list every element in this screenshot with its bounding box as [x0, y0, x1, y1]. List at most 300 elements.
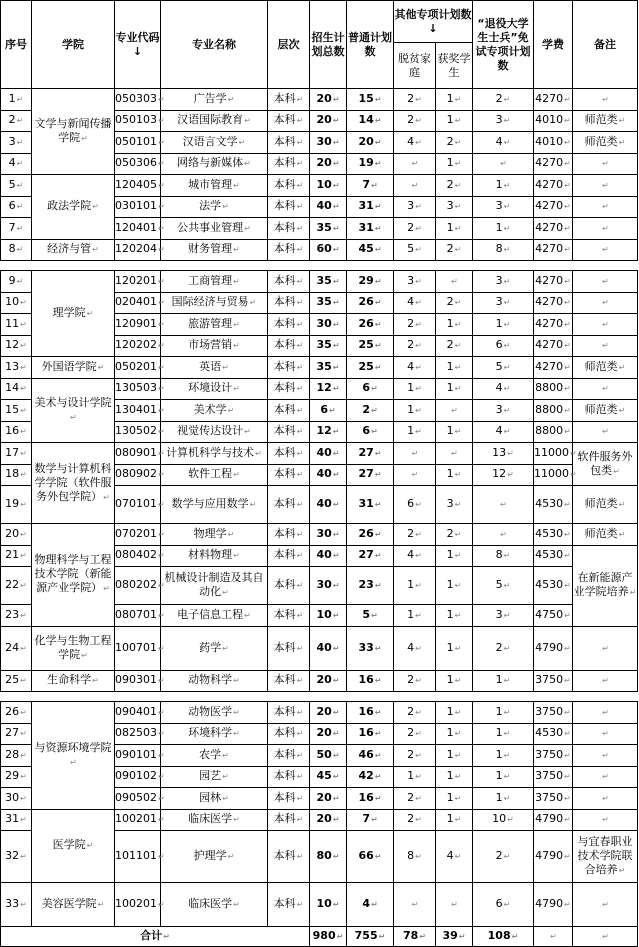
major-code: 101101↵ [115, 831, 161, 883]
major-name-text: 动物科学 [188, 673, 233, 687]
fee: 4790↵ [534, 809, 573, 831]
plan-poor-text: 4 [407, 640, 415, 654]
fee-text: 4270 [535, 359, 564, 373]
plan-poor: 1↵ [394, 378, 436, 400]
level-text: 本科 [273, 704, 296, 718]
plan-total-text: 12 [316, 424, 332, 438]
plan-award-text: 1 [446, 769, 454, 783]
level-text: 本科 [273, 769, 296, 783]
row-seq-text: 19 [5, 497, 20, 510]
plan-veteran-text: 10 [492, 812, 507, 826]
level: 本科↵ [268, 567, 310, 605]
major-code-text: 020401 [115, 295, 157, 309]
total-t-text: 980 [312, 929, 336, 942]
level-text: 本科 [273, 359, 296, 373]
plan-poor-text: 4 [407, 548, 415, 562]
plan-general: 2↵ [347, 400, 394, 422]
major-name: 机械设计制造及其自动化↵ [161, 567, 268, 605]
level: 本科↵ [268, 314, 310, 336]
total-label: 合计↵ [1, 927, 310, 947]
plan-total: 30↵ [310, 567, 347, 605]
row-seq-text: 7 [8, 220, 16, 234]
plan-total-text: 30 [316, 134, 332, 148]
total-g: 755↵ [347, 927, 394, 947]
level-text: 本科 [273, 526, 296, 540]
plan-general-text: 2 [362, 402, 370, 416]
major-code-text: 120405 [115, 177, 157, 191]
major-name: 动物医学↵ [161, 702, 268, 724]
major-name: 美术学↵ [161, 400, 268, 422]
header-seq: 序号 [1, 1, 32, 89]
college-name: 政法学院↵ [32, 175, 115, 240]
plan-veteran-text: 6 [495, 338, 503, 352]
level: 本科↵ [268, 132, 310, 154]
level: 本科↵ [268, 271, 310, 293]
level: 本科↵ [268, 443, 310, 465]
plan-veteran-text: 1 [495, 220, 503, 234]
level-text: 本科 [273, 113, 296, 127]
row-seq: 12↵ [1, 335, 32, 357]
plan-poor: 2↵ [394, 702, 436, 724]
level-text: 本科 [273, 242, 296, 256]
row-seq-text: 26 [5, 704, 20, 718]
level-text: 本科 [273, 673, 296, 687]
fee-text: 4270 [535, 91, 564, 105]
plan-total: 20↵ [310, 723, 347, 745]
plan-general-text: 31 [358, 220, 374, 234]
plan-veteran: 3↵ [473, 271, 534, 293]
plan-veteran-text: 4 [495, 424, 503, 438]
major-name-text: 计算机科学与技术 [166, 445, 255, 459]
plan-total: 40↵ [310, 545, 347, 567]
note: 在新能源产业学院培养↵ [573, 545, 638, 626]
college-name-text: 文学与新闻传播学院 [34, 117, 112, 144]
college-name: 经济与管↵ [32, 239, 115, 261]
header-poor: 脱贫家庭 [394, 43, 436, 89]
major-name: 英语↵ [161, 357, 268, 379]
level-text: 本科 [273, 467, 296, 481]
level-text: 本科 [273, 199, 296, 213]
row-seq: 9↵ [1, 271, 32, 293]
fee-text: 4530 [535, 526, 564, 540]
plan-award: 1↵ [436, 378, 473, 400]
fee: 3750↵ [534, 745, 573, 767]
level: 本科↵ [268, 545, 310, 567]
plan-total-text: 20 [316, 726, 332, 740]
fee-text: 4270 [535, 242, 564, 256]
fee-text: 4270 [535, 338, 564, 352]
row-seq-text: 27 [5, 726, 20, 740]
major-code: 130503↵ [115, 378, 161, 400]
level: 本科↵ [268, 486, 310, 524]
fee: 8800↵ [534, 400, 573, 422]
level: 本科↵ [268, 788, 310, 810]
major-name-text: 广告学 [193, 91, 227, 105]
plan-general: 31↵ [347, 218, 394, 240]
college-name: 理学院↵ [32, 271, 115, 357]
major-name: 工商管理↵ [161, 271, 268, 293]
table-row [1, 175, 638, 197]
plan-poor-text: 2 [407, 316, 415, 330]
plan-general-text: 26 [358, 295, 374, 309]
plan-poor-text: 2 [407, 526, 415, 540]
plan-total-text: 35 [316, 338, 332, 352]
level: 本科↵ [268, 745, 310, 767]
header-code: 专业代码↓ [115, 1, 161, 89]
plan-award: 1↵ [436, 218, 473, 240]
plan-poor: 2↵ [394, 110, 436, 132]
plan-total: 30↵ [310, 314, 347, 336]
major-code-text: 130503 [115, 381, 157, 395]
table-row [1, 443, 638, 465]
plan-poor-text: 3 [407, 273, 415, 287]
plan-general-text: 19 [358, 156, 374, 170]
college-name: 美容医学院↵ [32, 883, 115, 927]
plan-veteran-text: 3 [495, 295, 503, 309]
major-code: 080901↵ [115, 443, 161, 465]
level-text: 本科 [273, 177, 296, 191]
major-name-text: 动物医学 [188, 704, 233, 718]
plan-veteran-text: 3 [495, 402, 503, 416]
plan-total: 50↵ [310, 745, 347, 767]
major-code: 090101↵ [115, 745, 161, 767]
plan-total: 6↵ [310, 400, 347, 422]
major-name-text: 视觉传达设计 [177, 424, 244, 438]
plan-veteran-text: 4 [495, 381, 503, 395]
row-seq: 6↵ [1, 196, 32, 218]
college-name-text: 美容医学院 [41, 897, 97, 910]
level: 本科↵ [268, 809, 310, 831]
level: 本科↵ [268, 702, 310, 724]
note: ↵ [573, 745, 638, 767]
plan-veteran: 12↵ [473, 464, 534, 486]
header-award: 获奖学生 [436, 43, 473, 89]
row-seq: 5↵ [1, 175, 32, 197]
fee-text: 3750 [535, 790, 564, 804]
plan-award: ↵ [436, 271, 473, 293]
plan-veteran: 10↵ [473, 809, 534, 831]
plan-general: 27↵ [347, 443, 394, 465]
plan-award: 1↵ [436, 545, 473, 567]
major-name-text: 药学 [199, 640, 222, 654]
note: ↵ [573, 670, 638, 692]
plan-award: 2↵ [436, 239, 473, 261]
major-name-text: 工商管理 [188, 273, 233, 287]
major-name: 物理学↵ [161, 524, 268, 546]
row-seq: 26↵ [1, 702, 32, 724]
plan-award-text: 1 [446, 316, 454, 330]
plan-poor: 2↵ [394, 314, 436, 336]
plan-general: 20↵ [347, 132, 394, 154]
note-text: 与宜春职业技术学院联合培养 [577, 835, 633, 876]
plan-total: 20↵ [310, 153, 347, 175]
major-name: 广告学↵ [161, 89, 268, 111]
major-code: 070201↵ [115, 524, 161, 546]
row-seq: 10↵ [1, 292, 32, 314]
level-text: 本科 [273, 134, 296, 148]
major-code: 090301↵ [115, 670, 161, 692]
plan-award-text: 2 [446, 242, 454, 256]
note: 师范类↵ [573, 132, 638, 154]
major-name-text: 法学 [199, 199, 222, 213]
major-name-text: 农学 [199, 747, 222, 761]
plan-total-text: 80 [316, 849, 332, 862]
row-seq: 8↵ [1, 239, 32, 261]
plan-veteran: 4↵ [473, 421, 534, 443]
plan-award-text: 3 [446, 199, 454, 213]
plan-award: 1↵ [436, 464, 473, 486]
plan-total-text: 50 [316, 747, 332, 761]
row-seq-text: 15 [5, 402, 20, 416]
plan-award: 1↵ [436, 421, 473, 443]
level-text: 本科 [273, 156, 296, 170]
major-name: 计算机科学与技术↵ [161, 443, 268, 465]
level: 本科↵ [268, 464, 310, 486]
plan-total-text: 10 [316, 897, 332, 910]
plan-total-text: 40 [316, 548, 332, 562]
major-name: 数学与应用数学↵ [161, 486, 268, 524]
level-text: 本科 [273, 424, 296, 438]
note: 师范类↵ [573, 486, 638, 524]
plan-general-text: 66 [358, 849, 374, 862]
major-name-text: 护理学 [193, 849, 227, 862]
plan-veteran-text: 2 [495, 640, 503, 654]
level: 本科↵ [268, 400, 310, 422]
major-code-text: 050201 [115, 359, 157, 373]
row-seq: 7↵ [1, 218, 32, 240]
row-seq: 23↵ [1, 605, 32, 627]
plan-general: 31↵ [347, 486, 394, 524]
fee: 4270↵ [534, 153, 573, 175]
level-text: 本科 [273, 640, 296, 654]
plan-veteran: 2↵ [473, 89, 534, 111]
plan-award: ↵ [436, 883, 473, 927]
header-special: 其他专项计划数↓ [394, 1, 473, 43]
major-code-text: 090401 [115, 704, 157, 718]
note: ↵ [573, 883, 638, 927]
table-row [1, 702, 638, 724]
plan-veteran: 3↵ [473, 605, 534, 627]
plan-poor: 1↵ [394, 400, 436, 422]
plan-veteran: 3↵ [473, 292, 534, 314]
level: 本科↵ [268, 723, 310, 745]
plan-poor-text: 1 [407, 769, 415, 783]
plan-award-text: 1 [446, 607, 454, 621]
plan-award-text: 1 [446, 704, 454, 718]
college-name-text: 医学院 [52, 838, 86, 852]
major-name: 农学↵ [161, 745, 268, 767]
major-name-text: 环境设计 [188, 381, 233, 395]
plan-general-text: 4 [362, 897, 370, 910]
fee-text: 4750 [535, 607, 564, 621]
plan-veteran-text: 3 [495, 113, 503, 127]
row-seq-text: 16 [5, 424, 20, 438]
plan-total: 20↵ [310, 670, 347, 692]
plan-poor: ↵ [394, 443, 436, 465]
plan-total: 10↵ [310, 883, 347, 927]
row-seq-text: 32 [5, 849, 20, 862]
plan-poor: 5↵ [394, 239, 436, 261]
plan-total-text: 20 [316, 704, 332, 718]
plan-total-text: 40 [316, 445, 332, 459]
fee-text: 4530 [535, 548, 564, 562]
note: ↵ [573, 626, 638, 670]
level: 本科↵ [268, 218, 310, 240]
row-seq: 16↵ [1, 421, 32, 443]
plan-general: 14↵ [347, 110, 394, 132]
row-seq: 15↵ [1, 400, 32, 422]
plan-poor: 6↵ [394, 486, 436, 524]
level-text: 本科 [273, 381, 296, 395]
college-name-text: 美术与设计学院 [34, 395, 112, 409]
plan-total: 20↵ [310, 809, 347, 831]
row-seq-text: 30 [5, 790, 20, 804]
plan-veteran-text: 1 [495, 747, 503, 761]
table-row [1, 626, 638, 670]
plan-total: 12↵ [310, 421, 347, 443]
row-seq-text: 21 [5, 548, 20, 562]
fee: 4270↵ [534, 335, 573, 357]
row-seq-text: 33 [5, 897, 20, 910]
plan-general: 15↵ [347, 89, 394, 111]
major-code-text: 050103 [115, 113, 157, 127]
major-code: 050306↵ [115, 153, 161, 175]
total-a: 39↵ [436, 927, 473, 947]
fee-text: 11000 [534, 445, 569, 459]
row-seq: 32↵ [1, 831, 32, 883]
table-row [1, 271, 638, 293]
plan-total-text: 40 [316, 497, 332, 510]
plan-veteran-text: 12 [492, 467, 507, 481]
major-code: 120405↵ [115, 175, 161, 197]
row-seq: 20↵ [1, 524, 32, 546]
plan-veteran-text: 2 [495, 91, 503, 105]
plan-total-text: 40 [316, 199, 332, 213]
plan-general-text: 29 [358, 273, 374, 287]
level: 本科↵ [268, 378, 310, 400]
fee: 4790↵ [534, 831, 573, 883]
level: 本科↵ [268, 239, 310, 261]
level-text: 本科 [273, 747, 296, 761]
note-text: 在新能源产业学院培养 [573, 571, 633, 598]
level-text: 本科 [273, 812, 296, 826]
plan-award: 1↵ [436, 723, 473, 745]
plan-total-text: 20 [316, 812, 332, 826]
plan-poor-text: 2 [407, 747, 415, 761]
fee-text: 4530 [535, 578, 564, 591]
plan-general: 16↵ [347, 723, 394, 745]
plan-general: 42↵ [347, 766, 394, 788]
plan-award-text: 1 [446, 640, 454, 654]
plan-award: 1↵ [436, 605, 473, 627]
plan-poor-text: 2 [407, 812, 415, 826]
fee: 4790↵ [534, 883, 573, 927]
major-name-text: 物理学 [193, 526, 227, 540]
plan-poor: ↵ [394, 883, 436, 927]
plan-veteran-text: 1 [495, 316, 503, 330]
major-code-text: 100201 [115, 897, 157, 910]
plan-total-text: 35 [316, 295, 332, 309]
table-row [1, 883, 638, 927]
total-g-text: 755 [354, 929, 378, 942]
major-name-text: 英语 [199, 359, 222, 373]
plan-poor-text: 2 [407, 726, 415, 740]
total-row [1, 927, 638, 947]
table-row [1, 524, 638, 546]
level: 本科↵ [268, 766, 310, 788]
major-code: 050103↵ [115, 110, 161, 132]
fee-text: 4790 [535, 897, 564, 910]
plan-total-text: 30 [316, 316, 332, 330]
level: 本科↵ [268, 626, 310, 670]
plan-award-text: 4 [446, 849, 454, 862]
table-row [1, 239, 638, 261]
note: ↵ [573, 723, 638, 745]
plan-general: 26↵ [347, 524, 394, 546]
fee-text: 3750 [535, 747, 564, 761]
college-name: 数学与计算机科学学院（软件服务外包学院）↵ [32, 443, 115, 524]
major-code: 120401↵ [115, 218, 161, 240]
major-name-text: 美术学 [193, 402, 227, 416]
plan-general: 31↵ [347, 196, 394, 218]
header-fee: 学费 [534, 1, 573, 89]
plan-veteran: 8↵ [473, 545, 534, 567]
header-level: 层次 [268, 1, 310, 89]
plan-poor: 8↵ [394, 831, 436, 883]
major-code-text: 090101 [115, 747, 157, 761]
plan-total: 20↵ [310, 788, 347, 810]
plan-total: 12↵ [310, 378, 347, 400]
plan-veteran: 1↵ [473, 314, 534, 336]
major-name: 临床医学↵ [161, 809, 268, 831]
plan-award: 1↵ [436, 89, 473, 111]
major-name: 材料物理↵ [161, 545, 268, 567]
note: ↵ [573, 196, 638, 218]
plan-poor: 2↵ [394, 745, 436, 767]
plan-total: 10↵ [310, 605, 347, 627]
major-code-text: 030101 [115, 199, 157, 213]
plan-poor: ↵ [394, 464, 436, 486]
note-text: 师范类 [584, 526, 618, 540]
plan-general: 46↵ [347, 745, 394, 767]
note: ↵ [573, 809, 638, 831]
major-code: 090502↵ [115, 788, 161, 810]
plan-veteran-text: 6 [495, 897, 503, 910]
plan-veteran: 3↵ [473, 400, 534, 422]
plan-poor: 1↵ [394, 766, 436, 788]
plan-award: 1↵ [436, 567, 473, 605]
plan-general: 4↵ [347, 883, 394, 927]
major-name-text: 旅游管理 [188, 316, 233, 330]
note-text: 软件服务外包类 [577, 449, 633, 477]
major-name: 旅游管理↵ [161, 314, 268, 336]
major-name-text: 电子信息工程 [177, 607, 244, 621]
plan-poor: 3↵ [394, 196, 436, 218]
plan-veteran: 6↵ [473, 883, 534, 927]
major-name-text: 数学与应用数学 [171, 497, 249, 510]
major-code-text: 120901 [115, 316, 157, 330]
plan-award-text: 1 [446, 91, 454, 105]
note: ↵ [573, 271, 638, 293]
plan-total: 35↵ [310, 218, 347, 240]
major-name-text: 市场营销 [188, 338, 233, 352]
level: 本科↵ [268, 175, 310, 197]
plan-poor: 2↵ [394, 89, 436, 111]
note: ↵ [573, 335, 638, 357]
plan-poor: 2↵ [394, 809, 436, 831]
major-code: 100701↵ [115, 626, 161, 670]
plan-general: 5↵ [347, 605, 394, 627]
